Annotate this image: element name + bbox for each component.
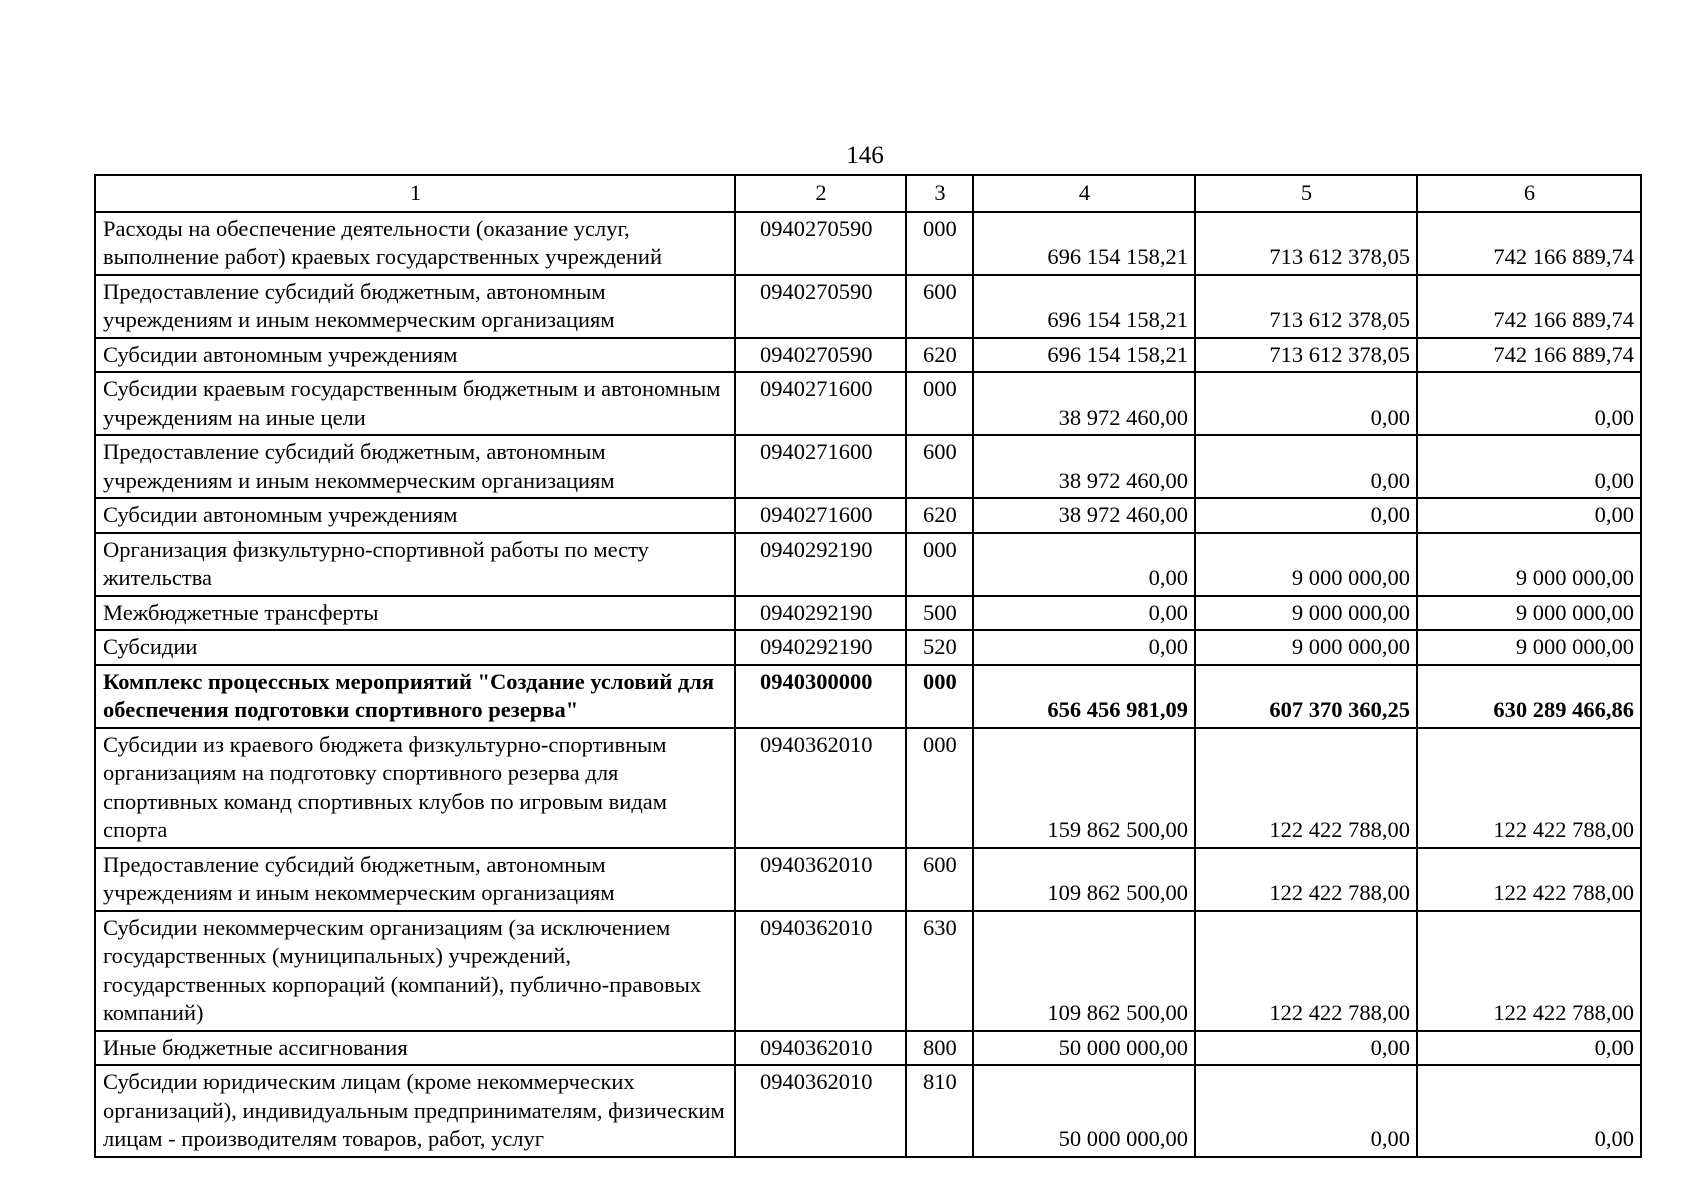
row-code-cell: 0940270590 [735, 338, 906, 373]
row-value-col6-cell: 0,00 [1417, 498, 1641, 533]
row-value-col6-cell: 0,00 [1417, 1031, 1641, 1066]
row-type-cell: 600 [906, 275, 973, 338]
row-value-col4-cell: 38 972 460,00 [973, 372, 1195, 435]
header-cell-3: 3 [906, 175, 973, 212]
row-type-cell: 000 [906, 212, 973, 275]
row-name-cell: Субсидии автономным учреждениям [95, 498, 735, 533]
row-code-cell: 0940362010 [735, 1065, 906, 1157]
row-value-col6-cell: 122 422 788,00 [1417, 848, 1641, 911]
row-value-col6-cell: 9 000 000,00 [1417, 630, 1641, 665]
row-value-col5-cell: 713 612 378,05 [1195, 275, 1417, 338]
row-value-col5-cell: 713 612 378,05 [1195, 338, 1417, 373]
row-code-cell: 0940271600 [735, 498, 906, 533]
row-value-col6-cell: 9 000 000,00 [1417, 596, 1641, 631]
header-cell-4: 4 [973, 175, 1195, 212]
row-value-col6-cell: 742 166 889,74 [1417, 338, 1641, 373]
row-value-col4-cell: 696 154 158,21 [973, 338, 1195, 373]
row-name-cell: Иные бюджетные ассигнования [95, 1031, 735, 1066]
table-row [95, 1065, 1641, 1157]
table-row [95, 596, 1641, 631]
table-row [95, 1031, 1641, 1066]
row-name-cell: Субсидии [95, 630, 735, 665]
row-value-col5-cell: 9 000 000,00 [1195, 596, 1417, 631]
table-row [95, 435, 1641, 498]
row-value-col4-cell: 109 862 500,00 [973, 848, 1195, 911]
row-type-cell: 800 [906, 1031, 973, 1066]
row-type-cell: 630 [906, 911, 973, 1031]
row-value-col5-cell: 122 422 788,00 [1195, 728, 1417, 848]
row-value-col4-cell: 50 000 000,00 [973, 1031, 1195, 1066]
table-row [95, 533, 1641, 596]
row-value-col5-cell: 0,00 [1195, 372, 1417, 435]
header-cell-1: 1 [95, 175, 735, 212]
header-cell-5: 5 [1195, 175, 1417, 212]
table-row [95, 498, 1641, 533]
row-value-col6-cell: 742 166 889,74 [1417, 275, 1641, 338]
row-name-cell: Комплекс процессных мероприятий "Создание условий для обеспечения подготовки спортивного резерва" [95, 665, 735, 728]
row-value-col5-cell: 9 000 000,00 [1195, 630, 1417, 665]
row-value-col6-cell: 0,00 [1417, 435, 1641, 498]
row-value-col4-cell: 0,00 [973, 596, 1195, 631]
table-row [95, 275, 1641, 338]
row-name-cell: Субсидии некоммерческим организациям (за исключением государственных (муниципальных) учреждений, государственных корпораций (компаний), публично-правовых компаний) [95, 911, 735, 1031]
row-type-cell: 600 [906, 848, 973, 911]
row-value-col4-cell: 0,00 [973, 533, 1195, 596]
table-row [95, 848, 1641, 911]
row-name-cell: Расходы на обеспечение деятельности (оказание услуг, выполнение работ) краевых государственных учреждений [95, 212, 735, 275]
row-code-cell: 0940362010 [735, 848, 906, 911]
table-row [95, 338, 1641, 373]
row-name-cell: Предоставление субсидий бюджетным, автономным учреждениям и иным некоммерческим организациям [95, 848, 735, 911]
row-type-cell: 620 [906, 498, 973, 533]
table-header-row [95, 175, 1641, 212]
row-type-cell: 620 [906, 338, 973, 373]
row-code-cell: 0940292190 [735, 630, 906, 665]
row-name-cell: Предоставление субсидий бюджетным, автономным учреждениям и иным некоммерческим организациям [95, 435, 735, 498]
row-type-cell: 600 [906, 435, 973, 498]
table-row [95, 728, 1641, 848]
row-value-col4-cell: 159 862 500,00 [973, 728, 1195, 848]
row-code-cell: 0940292190 [735, 596, 906, 631]
row-code-cell: 0940362010 [735, 728, 906, 848]
row-value-col5-cell: 9 000 000,00 [1195, 533, 1417, 596]
page-number: 146 [846, 142, 884, 169]
row-value-col6-cell: 9 000 000,00 [1417, 533, 1641, 596]
row-value-col6-cell: 630 289 466,86 [1417, 665, 1641, 728]
row-value-col5-cell: 0,00 [1195, 1065, 1417, 1157]
row-value-col5-cell: 713 612 378,05 [1195, 212, 1417, 275]
row-value-col4-cell: 38 972 460,00 [973, 498, 1195, 533]
row-code-cell: 0940270590 [735, 275, 906, 338]
budget-table [94, 174, 1642, 1158]
table-row [95, 372, 1641, 435]
row-value-col4-cell: 38 972 460,00 [973, 435, 1195, 498]
row-value-col4-cell: 696 154 158,21 [973, 212, 1195, 275]
row-type-cell: 500 [906, 596, 973, 631]
table-row [95, 911, 1641, 1031]
table-row [95, 212, 1641, 275]
row-value-col5-cell: 0,00 [1195, 498, 1417, 533]
row-value-col6-cell: 0,00 [1417, 1065, 1641, 1157]
row-type-cell: 000 [906, 665, 973, 728]
row-name-cell: Субсидии юридическим лицам (кроме некоммерческих организаций), индивидуальным предпринимателям, физическим лицам - производителям товаров, работ, услуг [95, 1065, 735, 1157]
row-value-col4-cell: 656 456 981,09 [973, 665, 1195, 728]
row-name-cell: Субсидии автономным учреждениям [95, 338, 735, 373]
row-name-cell: Предоставление субсидий бюджетным, автономным учреждениям и иным некоммерческим организациям [95, 275, 735, 338]
row-value-col6-cell: 122 422 788,00 [1417, 728, 1641, 848]
row-value-col5-cell: 122 422 788,00 [1195, 911, 1417, 1031]
header-cell-6: 6 [1417, 175, 1641, 212]
row-value-col4-cell: 0,00 [973, 630, 1195, 665]
row-value-col5-cell: 0,00 [1195, 435, 1417, 498]
row-value-col4-cell: 696 154 158,21 [973, 275, 1195, 338]
row-type-cell: 520 [906, 630, 973, 665]
row-name-cell: Организация физкультурно-спортивной работы по месту жительства [95, 533, 735, 596]
row-code-cell: 0940362010 [735, 911, 906, 1031]
header-cell-2: 2 [735, 175, 906, 212]
row-type-cell: 000 [906, 533, 973, 596]
row-value-col5-cell: 122 422 788,00 [1195, 848, 1417, 911]
row-name-cell: Субсидии из краевого бюджета физкультурно-спортивным организациям на подготовку спортивного резерва для спортивных команд спортивных клубов по игровым видам спорта [95, 728, 735, 848]
row-name-cell: Межбюджетные трансферты [95, 596, 735, 631]
table-row [95, 665, 1641, 728]
row-value-col5-cell: 607 370 360,25 [1195, 665, 1417, 728]
row-code-cell: 0940271600 [735, 435, 906, 498]
row-code-cell: 0940271600 [735, 372, 906, 435]
row-type-cell: 810 [906, 1065, 973, 1157]
row-value-col5-cell: 0,00 [1195, 1031, 1417, 1066]
row-value-col6-cell: 742 166 889,74 [1417, 212, 1641, 275]
row-name-cell: Субсидии краевым государственным бюджетным и автономным учреждениям на иные цели [95, 372, 735, 435]
row-value-col6-cell: 0,00 [1417, 372, 1641, 435]
row-type-cell: 000 [906, 372, 973, 435]
row-value-col6-cell: 122 422 788,00 [1417, 911, 1641, 1031]
row-code-cell: 0940362010 [735, 1031, 906, 1066]
row-code-cell: 0940292190 [735, 533, 906, 596]
table-row [95, 630, 1641, 665]
row-value-col4-cell: 109 862 500,00 [973, 911, 1195, 1031]
row-value-col4-cell: 50 000 000,00 [973, 1065, 1195, 1157]
row-code-cell: 0940300000 [735, 665, 906, 728]
row-code-cell: 0940270590 [735, 212, 906, 275]
row-type-cell: 000 [906, 728, 973, 848]
